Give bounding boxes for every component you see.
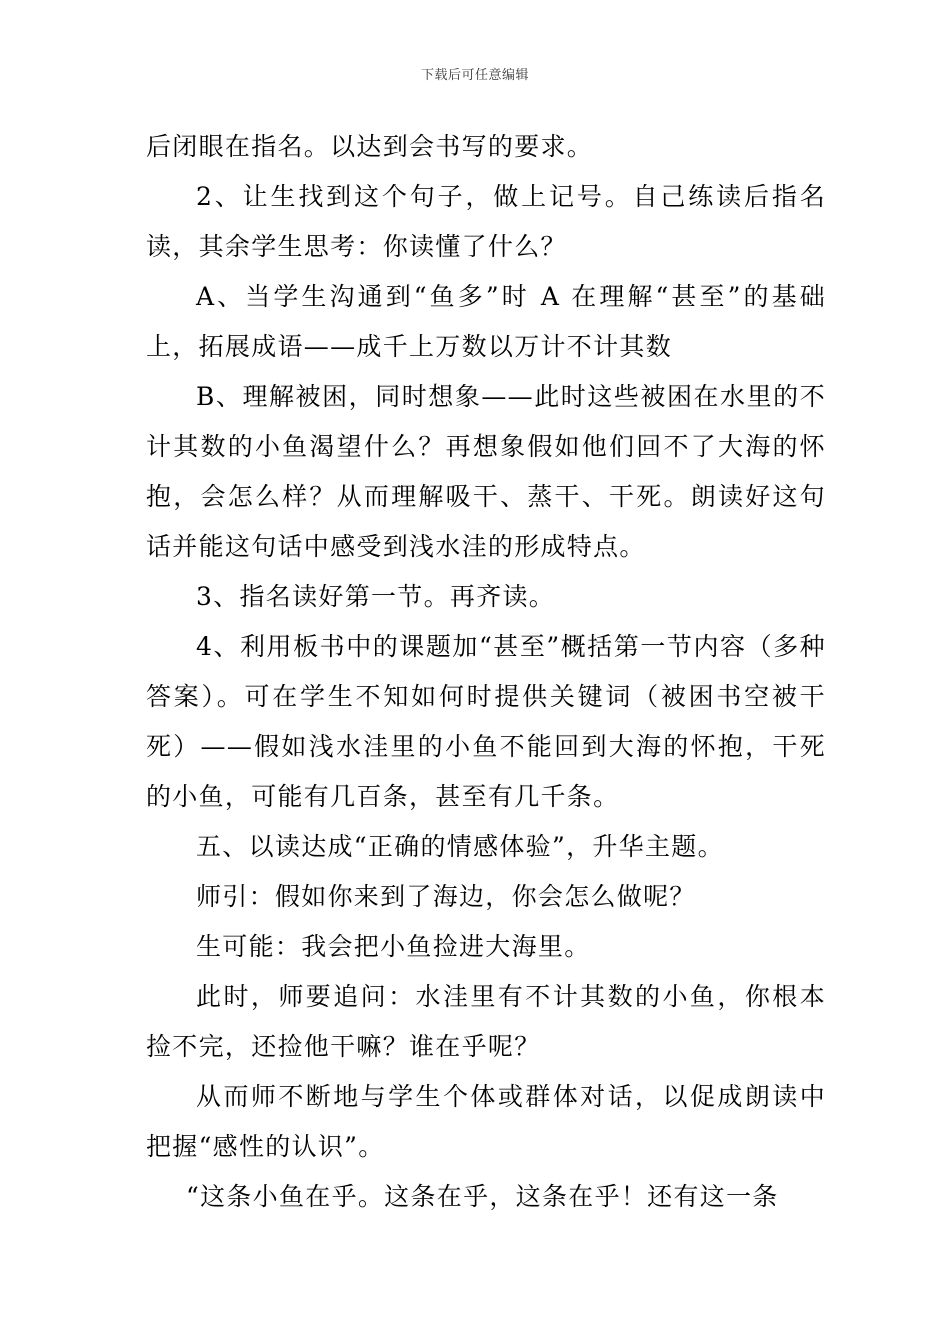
paragraph-step-4: 4、利用板书中的课题加“甚至”概括第一节内容（多种答案）。可在学生不知如何时提供关键词（被困书空被干死）——假如浅水洼里的小鱼不能回到大海的怀抱，干死的小鱼，可能有几百条，甚至有几千条。 [146, 632, 826, 811]
paragraph-continuation: 后闭眼在指名。以达到会书写的要求。 [146, 132, 594, 161]
paragraph-item-a: A、当学生沟通到“鱼多”时 A 在理解“甚至”的基础上，拓展成语——成千上万数以万计不计其数 [146, 282, 826, 361]
paragraph-quote: “这条小鱼在乎。这条在乎，这条在乎！还有这一条 [186, 1182, 779, 1211]
paragraph-item-b: B、理解被困，同时想象——此时这些被困在水里的不计其数的小鱼渴望什么？再想象假如他们回不了大海的怀抱，会怎么样？从而理解吸干、蒸干、干死。朗读好这句话并能这句话中感受到浅水洼的形成特点。 [146, 382, 826, 561]
paragraph-dialogue: 从而师不断地与学生个体或群体对话，以促成朗读中把握“感性的认识”。 [146, 1082, 826, 1161]
paragraph-step-3: 3、指名读好第一节。再齐读。 [196, 582, 556, 611]
document-body [146, 122, 826, 1222]
paragraph-teacher-prompt: 师引：假如你来到了海边，你会怎么做呢？ [196, 882, 696, 911]
paragraph-step-2: 2、让生找到这个句子，做上记号。自己练读后指名读，其余学生思考：你读懂了什么？ [146, 182, 826, 261]
paragraph-teacher-followup: 此时，师要追问：水洼里有不计其数的小鱼，你根本捡不完，还捡他干嘛？谁在乎呢？ [146, 982, 826, 1061]
paragraph-student-answer: 生可能：我会把小鱼捡进大海里。 [196, 932, 591, 961]
paragraph-section-five: 五、以读达成“正确的情感体验”，升华主题。 [196, 832, 724, 861]
page-header: 下载后可任意编辑 [420, 68, 529, 83]
